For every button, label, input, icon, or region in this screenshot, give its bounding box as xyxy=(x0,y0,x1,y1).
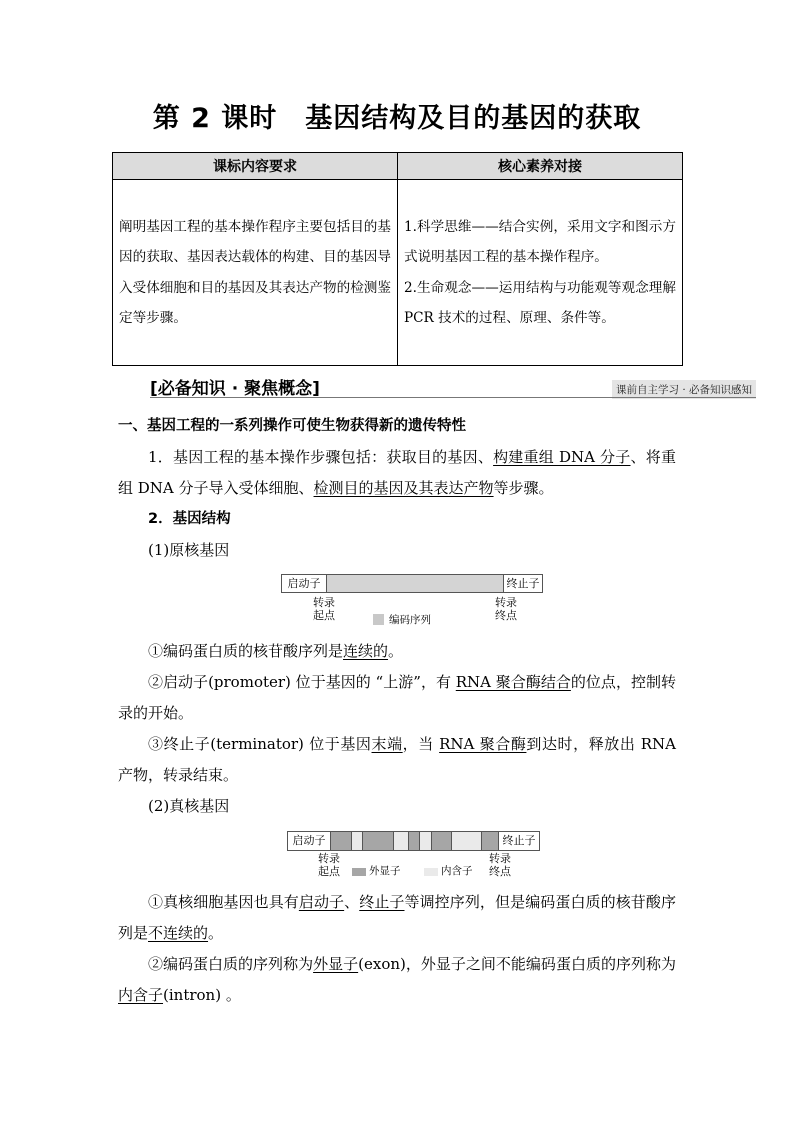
page-title: 第 2 课时 基因结构及目的基因的获取 xyxy=(152,103,642,134)
coding-legend-label: 编码序列 xyxy=(389,614,431,626)
paragraph-eukaryotic-regulatory: ①真核细胞基因也具有启动子、终止子等调控序列，但是编码蛋白质的核苷酸序列是不连续的。 xyxy=(118,893,676,942)
requirements-cell: 阐明基因工程的基本操作程序主要包括目的基因的获取、基因表达载体的构建、目的基因导入受体细胞和目的基因及其表达产物的检测鉴定等步骤。 xyxy=(113,180,398,366)
intron-segment xyxy=(351,832,362,850)
competencies-cell xyxy=(398,180,683,366)
paragraph-promoter: ②启动子(promoter) 位于基因的 “上游”，有 RNA 聚合酶结合的位点，控制转录的开始。 xyxy=(118,673,676,722)
exon-segment xyxy=(362,832,393,850)
section-divider xyxy=(150,397,756,398)
standards-table xyxy=(112,152,683,366)
intron-segment xyxy=(451,832,481,850)
exon-legend-swatch xyxy=(352,868,366,876)
transcription-start-label: 转录 起点 xyxy=(318,852,340,878)
competency-item: 2.生命观念——运用结构与功能观等观念理解 PCR 技术的过程、原理、条件等。 xyxy=(404,279,676,326)
gene-bar xyxy=(287,831,540,851)
table-header-competencies: 核心素养对接 xyxy=(398,153,683,180)
section-title: [必备知识 · 聚焦概念] xyxy=(150,379,320,399)
terminator-label: 终止子 xyxy=(503,575,542,592)
intron-legend-swatch xyxy=(424,868,438,876)
transcription-end-label: 转录 终点 xyxy=(489,852,511,878)
paragraph-continuous: ①编码蛋白质的核苷酸序列是连续的。 xyxy=(148,642,404,660)
coding-sequence xyxy=(326,575,503,592)
subheading-prokaryotic: (1)原核基因 xyxy=(148,541,230,559)
section-tag: 课前自主学习 · 必备知识感知 xyxy=(612,380,756,399)
exon-segment xyxy=(330,832,351,850)
exon-segment xyxy=(431,832,451,850)
transcription-start-label: 转录 起点 xyxy=(313,596,335,622)
exon-segment xyxy=(481,832,498,850)
intron-segment xyxy=(419,832,431,850)
terminator-label: 终止子 xyxy=(498,832,539,850)
paragraph-exon-intron: ②编码蛋白质的序列称为外显子(exon)，外显子之间不能编码蛋白质的序列称为内含子(intron) 。 xyxy=(118,955,676,1004)
gene-bar xyxy=(281,574,543,593)
prokaryotic-gene-diagram xyxy=(281,574,544,630)
paragraph-steps: 1．基因工程的基本操作步骤包括：获取目的基因、构建重组 DNA 分子、将重组 DNA 分子导入受体细胞、检测目的基因及其表达产物等步骤。 xyxy=(118,448,676,497)
paragraph-terminator: ③终止子(terminator) 位于基因末端，当 RNA 聚合酶到达时，释放出 RNA 产物，转录结束。 xyxy=(118,735,676,784)
promoter-label: 启动子 xyxy=(292,834,326,847)
eukaryotic-gene-diagram xyxy=(287,831,541,881)
table-header-requirements: 课标内容要求 xyxy=(113,153,398,180)
intron-segment xyxy=(393,832,408,850)
heading-1: 一、基因工程的一系列操作可使生物获得新的遗传特性 xyxy=(118,418,466,434)
exon-segment xyxy=(408,832,419,850)
competency-item: 1.科学思维——结合实例，采用文字和图示方式说明基因工程的基本操作程序。 xyxy=(404,218,676,265)
intron-legend-label: 内含子 xyxy=(441,865,473,877)
transcription-end-label: 转录 终点 xyxy=(495,596,517,622)
subheading-eukaryotic: (2)真核基因 xyxy=(148,797,230,815)
coding-legend-swatch xyxy=(373,614,384,625)
heading-2: 2．基因结构 xyxy=(148,511,231,527)
section-bar xyxy=(150,374,756,398)
promoter-label: 启动子 xyxy=(287,577,321,590)
exon-legend-label: 外显子 xyxy=(369,865,401,877)
